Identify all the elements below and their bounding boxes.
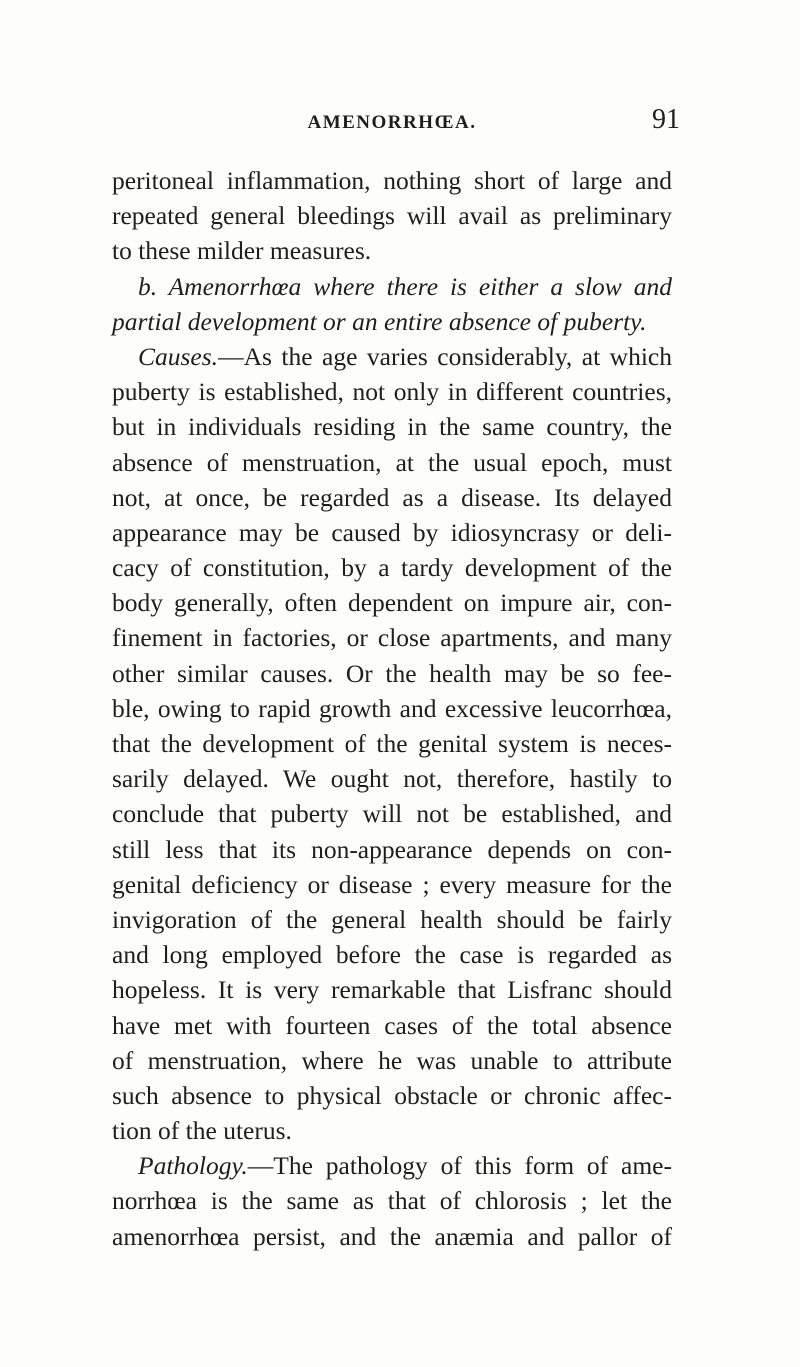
text-line: other similar causes. Or the health may be so fee- [112, 658, 672, 688]
text-line: amenorrhœa persist, and the anæmia and pallor of [112, 1221, 672, 1251]
text-line: such absence to physical obstacle or chronic affec- [112, 1080, 672, 1110]
text-line: conclude that puberty will not be established, and [112, 799, 672, 829]
text-line: Causes.—As the age varies considerably, at which [138, 341, 672, 371]
text-line: absence of menstruation, at the usual epoch, must [112, 447, 672, 477]
section-heading-line: partial development or an entire absence of puberty. [112, 306, 647, 336]
run-in-heading: Pathology. [138, 1151, 248, 1181]
text-line: cacy of constitution, by a tardy development of the [112, 553, 672, 583]
text-line: tion of the uterus. [112, 1116, 292, 1146]
text-line: that the development of the genital system is neces- [112, 729, 672, 758]
text-line: peritoneal inflammation, nothing short of large and [112, 166, 672, 195]
text-line: of menstruation, where he was unable to attribute [112, 1045, 672, 1075]
text-line: Pathology.—The pathology of this form of ame- [138, 1151, 672, 1181]
text-line: sarily delayed. We ought not, therefore, hastily to [112, 764, 672, 794]
text-line: not, at once, be regarded as a disease. Its delayed [112, 482, 672, 512]
text-line: body generally, often dependent on impure air, con- [112, 588, 672, 618]
page-number: 91 [652, 104, 680, 135]
text-line: puberty is established, not only in different countries, [112, 377, 672, 407]
section-heading-line: b. Amenorrhœa where there is either a slow and [138, 271, 672, 301]
text-line: still less that its non-appearance depends on con- [112, 834, 672, 864]
text-line: repeated general bleedings will avail as preliminary [112, 201, 672, 231]
text-line: to these milder measures. [112, 236, 372, 266]
text-line: genital deficiency or disease ; every measure for the [112, 869, 672, 899]
running-title: AMENORRHŒA. [307, 112, 477, 133]
text-line: norrhœa is the same as that of chlorosis ; let the [112, 1186, 672, 1216]
text-line: invigoration of the general health should be fairly [112, 904, 672, 934]
run-in-heading: Causes. [138, 341, 219, 371]
text-line: hopeless. It is very remarkable that Lisfranc should [112, 975, 672, 1005]
text-line: but in individuals residing in the same country, the [112, 412, 672, 442]
text-line: appearance may be caused by idiosyncrasy or deli- [112, 517, 672, 547]
text-line: finement in factories, or close apartments, and many [112, 623, 672, 653]
text-line: ble, owing to rapid growth and excessive leucorrhœa, [112, 693, 672, 723]
running-head [112, 104, 680, 142]
text-line: have met with fourteen cases of the total absence [112, 1010, 672, 1040]
text-line: and long employed before the case is regarded as [112, 940, 672, 970]
body-text [112, 163, 672, 1254]
